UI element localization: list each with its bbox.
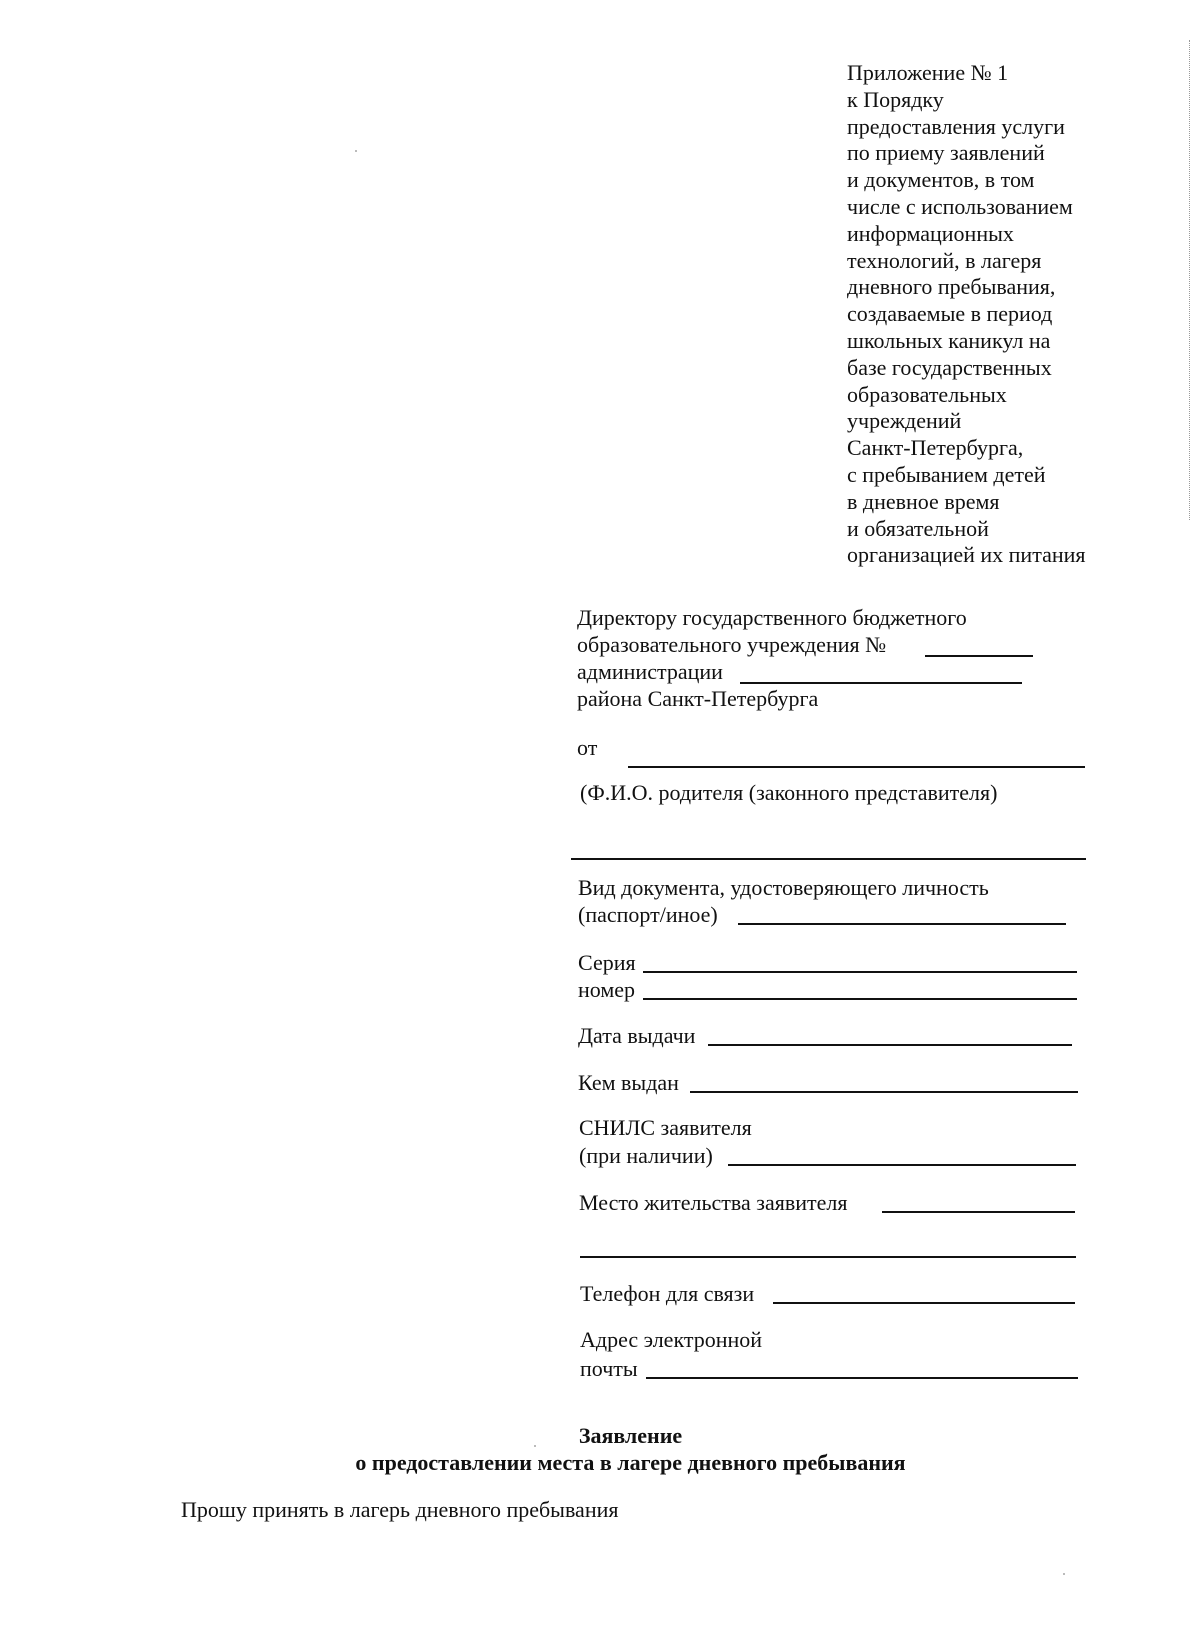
- appendix-line: Санкт-Петербурга,: [847, 435, 1024, 461]
- series-field[interactable]: [643, 971, 1077, 973]
- appendix-line: организацией их питания: [847, 542, 1086, 568]
- doc-type-label-2: (паспорт/иное): [578, 902, 718, 927]
- from-label: от: [577, 735, 598, 760]
- issued-by-label: Кем выдан: [578, 1070, 679, 1095]
- email-field[interactable]: [646, 1377, 1078, 1379]
- scan-edge: [1189, 40, 1190, 520]
- issue-date-field[interactable]: [708, 1044, 1072, 1046]
- appendix-line: в дневное время: [847, 488, 1000, 514]
- from-name-field[interactable]: [628, 766, 1085, 768]
- phone-field[interactable]: [773, 1302, 1075, 1304]
- issued-by-field[interactable]: [690, 1091, 1078, 1093]
- addressee-line-1: Директору государственного бюджетного: [577, 605, 967, 630]
- appendix-line: к Порядку: [847, 86, 944, 112]
- statement-body: Прошу принять в лагерь дневного пребывания: [181, 1497, 619, 1522]
- snils-field[interactable]: [728, 1164, 1076, 1166]
- appendix-line: технологий, в лагеря: [847, 247, 1042, 273]
- appendix-line: числе с использованием: [847, 193, 1073, 219]
- fio-caption: (Ф.И.О. родителя (законного представителя): [580, 780, 998, 805]
- email-label-2: почты: [580, 1356, 638, 1381]
- school-number-field[interactable]: [925, 655, 1033, 657]
- issue-date-label: Дата выдачи: [578, 1023, 696, 1048]
- doc-type-label-1: Вид документа, удостоверяющего личность: [578, 875, 989, 900]
- appendix-line: и документов, в том: [847, 167, 1035, 193]
- administration-field[interactable]: [740, 682, 1022, 684]
- appendix-line: базе государственных: [847, 354, 1052, 380]
- series-label: Серия: [578, 950, 636, 975]
- email-label-1: Адрес электронной: [580, 1327, 763, 1352]
- statement-title: Заявление: [578, 1423, 683, 1448]
- residence-label: Место жительства заявителя: [579, 1190, 848, 1215]
- appendix-line: с пребыванием детей: [847, 461, 1046, 487]
- appendix-line: учреждений: [847, 408, 962, 434]
- scan-speck: [1063, 1573, 1065, 1575]
- appendix-line: образовательных: [847, 381, 1007, 407]
- appendix-line: создаваемые в период: [847, 301, 1053, 327]
- scan-speck: [534, 1445, 536, 1447]
- appendix-note: [847, 60, 1086, 569]
- appendix-line: дневного пребывания,: [847, 274, 1056, 300]
- appendix-line: Приложение № 1: [847, 60, 1009, 85]
- appendix-line: и обязательной: [847, 515, 989, 541]
- doc-type-field[interactable]: [738, 923, 1066, 925]
- snils-label-1: СНИЛС заявителя: [579, 1115, 752, 1140]
- number-label: номер: [578, 977, 636, 1002]
- addressee-line-4: района Санкт-Петербурга: [577, 686, 819, 711]
- appendix-line: школьных каникул на: [847, 327, 1051, 353]
- residence-field-2[interactable]: [580, 1256, 1076, 1258]
- fio-field[interactable]: [571, 858, 1086, 860]
- appendix-line: по приему заявлений: [847, 140, 1045, 166]
- statement-subtitle: о предоставлении места в лагере дневного пребывания: [355, 1450, 906, 1475]
- scan-speck: [355, 150, 357, 152]
- addressee-line-3: администрации: [577, 659, 723, 684]
- appendix-line: предоставления услуги: [847, 113, 1065, 139]
- snils-label-2: (при наличии): [579, 1143, 713, 1168]
- residence-field-1[interactable]: [882, 1211, 1075, 1213]
- addressee-line-2: образовательного учреждения №: [577, 632, 887, 657]
- phone-label: Телефон для связи: [580, 1281, 755, 1306]
- appendix-line: информационных: [847, 220, 1014, 246]
- number-field[interactable]: [643, 998, 1077, 1000]
